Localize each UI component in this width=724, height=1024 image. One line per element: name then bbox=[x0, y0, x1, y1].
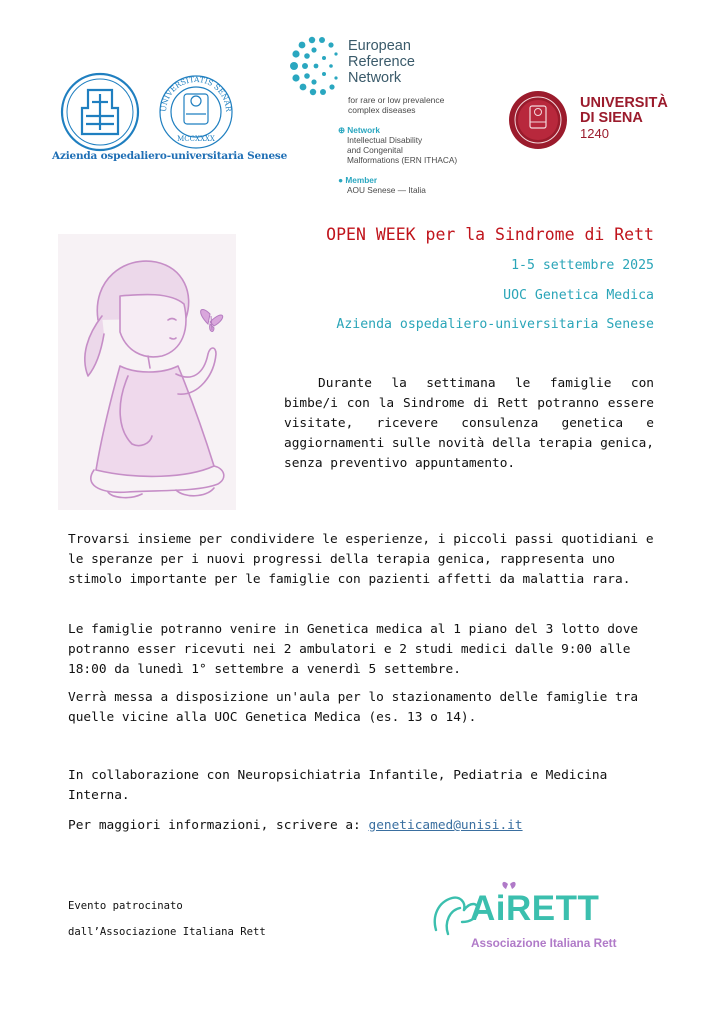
aou-caption: Azienda ospedaliero-universitaria Senese bbox=[52, 150, 288, 162]
body-paragraph: Le famiglie potranno venire in Genetica medica al 1 piano del 3 lotto dove potranno esser ricevuti nei 2 ambulatori e 2 studi medici dalle 9:00 alle 18:00 da lunedì 1° settembre a venerdì 5 settembre. bbox=[68, 622, 639, 677]
unisi-wordmark bbox=[580, 96, 668, 141]
intro-paragraph: Durante la settimana le famiglie con bimbe/i con la Sindrome di Rett potranno essere visitate, ricevere consulenza genetica e aggiornamenti sulle novità della terapia genica, senza preventivo appuntamento. bbox=[284, 376, 654, 471]
ern-network-line: Intellectual Disability bbox=[347, 135, 423, 145]
member-dot-icon: ● bbox=[338, 175, 346, 185]
ern-logo-icon bbox=[284, 36, 344, 98]
ern-network-block bbox=[338, 125, 457, 165]
sponsor-line2: dall’Associazione Italiana Rett bbox=[68, 926, 266, 938]
unisi-line2: DI SIENA bbox=[580, 110, 643, 126]
event-hospital: Azienda ospedaliero-universitaria Senese bbox=[336, 317, 654, 332]
unisi-year: 1240 bbox=[580, 126, 609, 141]
body-paragraph: Verrà messa a disposizione un'aula per lo stazionamento delle famiglie tra quelle vicine alla UOC Genetica Medica (es. 13 o 14). bbox=[68, 690, 639, 725]
aou-seal-text: UNIVERSITATIS SENAR bbox=[158, 74, 234, 113]
ern-subtitle-line: for rare or low prevalence bbox=[348, 95, 445, 105]
girl-butterfly-illustration bbox=[58, 234, 236, 510]
ern-title bbox=[348, 38, 415, 86]
ern-member-block bbox=[338, 175, 426, 195]
network-icon: ⊕ bbox=[338, 125, 348, 135]
ern-network-line: and Congenital bbox=[347, 145, 403, 155]
aou-emblem-icon bbox=[62, 74, 138, 150]
ern-network-head: Network bbox=[347, 125, 380, 135]
event-dates: 1-5 settembre 2025 bbox=[511, 258, 654, 273]
ern-title-line: European bbox=[348, 38, 411, 54]
unisi-line1: UNIVERSITÀ bbox=[580, 95, 668, 111]
airett-wordmark: AiRETT bbox=[470, 889, 600, 928]
ern-subtitle bbox=[348, 95, 444, 115]
ern-network-line: Malformations (ERN ITHACA) bbox=[347, 155, 458, 165]
contact-email-link[interactable]: geneticamed@unisi.it bbox=[368, 818, 523, 833]
page-title: OPEN WEEK per la Sindrome di Rett bbox=[326, 225, 654, 244]
body-paragraph: Trovarsi insieme per condividere le esperienze, i piccoli passi quotidiani e le speranze per i nuovi progressi della terapia genica, rappresenta uno stimolo importante per le famiglie con pazienti affetti da malattia rara. bbox=[68, 532, 654, 587]
aou-seal-year: MCCXXXX bbox=[177, 135, 215, 143]
airett-subtitle: Associazione Italiana Rett bbox=[471, 936, 617, 950]
body-paragraph: In collaborazione con Neuropsichiatria Infantile, Pediatria e Medicina Interna. bbox=[68, 768, 608, 803]
contact-paragraph bbox=[68, 816, 658, 836]
sponsor-line1: Evento patrocinato bbox=[68, 900, 183, 912]
ern-title-line: Network bbox=[348, 70, 402, 86]
unisi-seal-icon bbox=[504, 90, 574, 150]
contact-prefix: Per maggiori informazioni, scrivere a: bbox=[68, 818, 369, 833]
ern-member-head: Member bbox=[345, 175, 378, 185]
ern-member-line: AOU Senese — Italia bbox=[347, 185, 426, 195]
event-unit: UOC Genetica Medica bbox=[503, 288, 654, 303]
ern-subtitle-line: complex diseases bbox=[348, 105, 416, 115]
ern-title-line: Reference bbox=[348, 54, 415, 70]
